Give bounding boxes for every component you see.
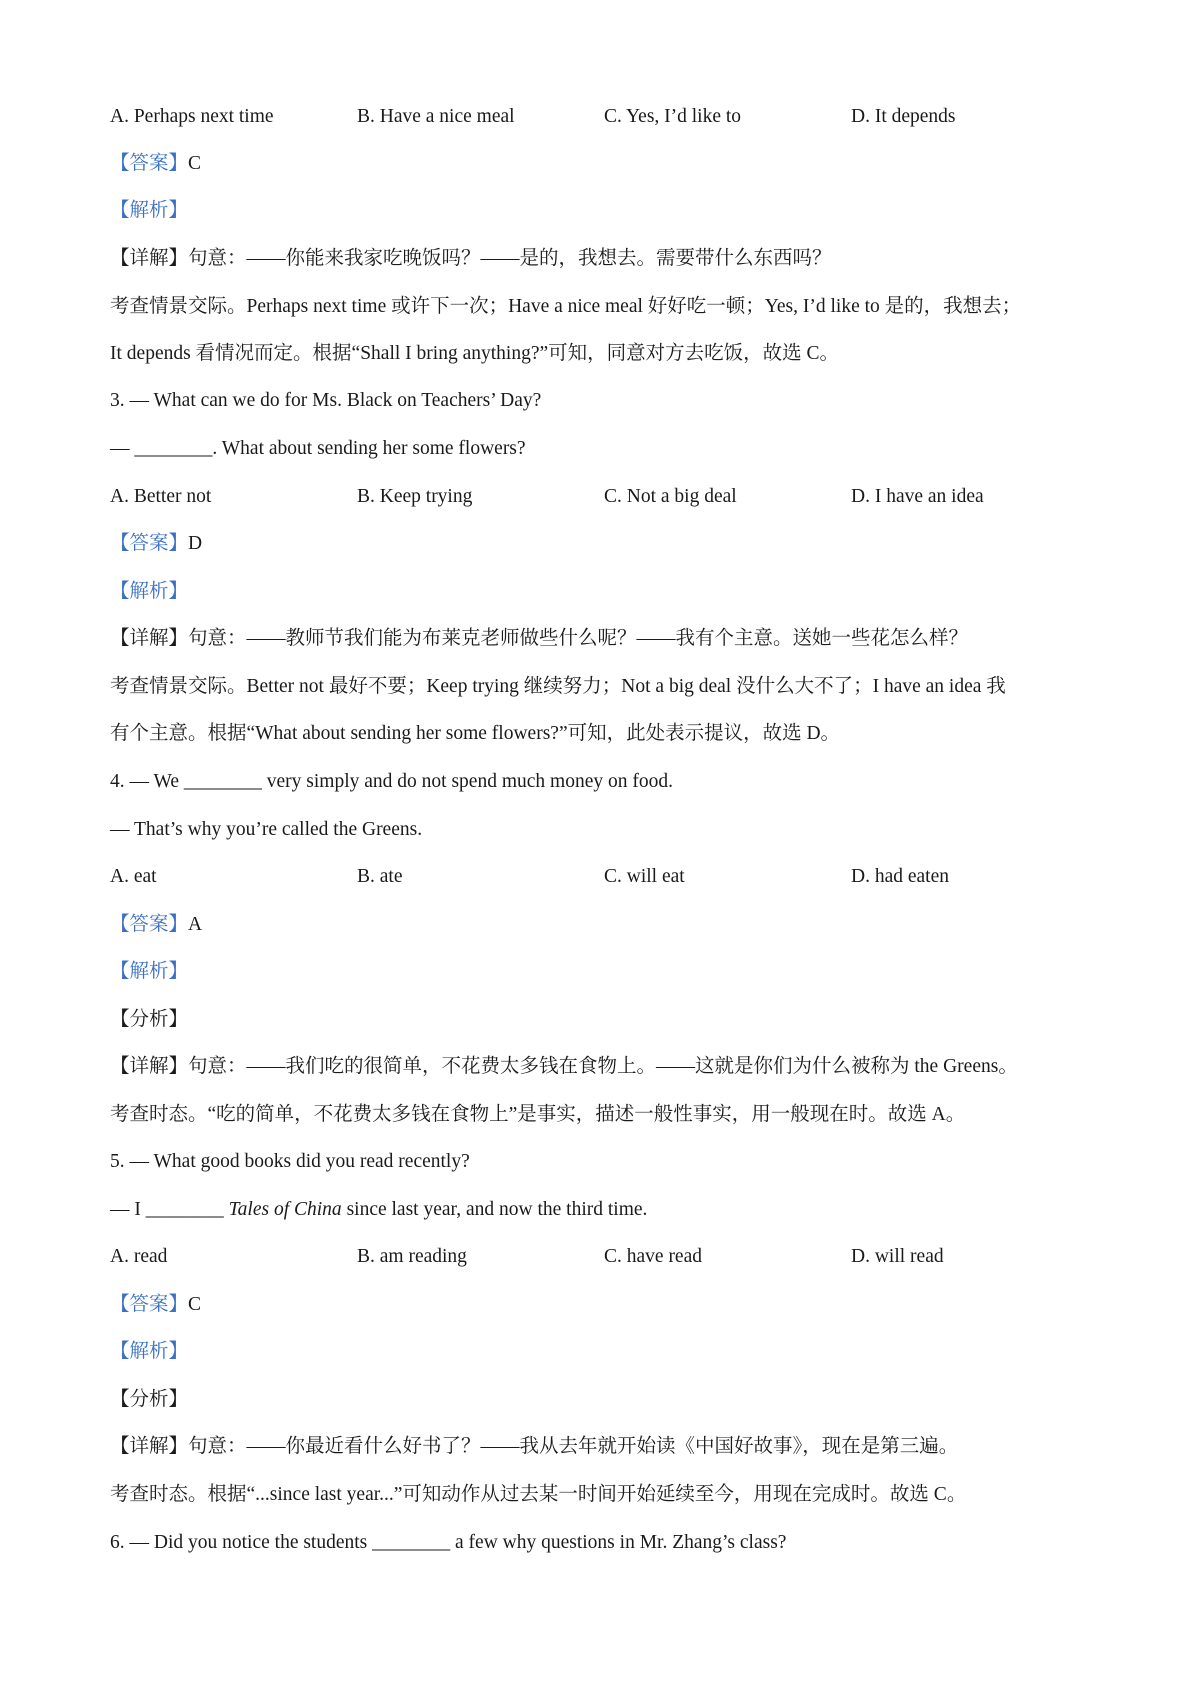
answer-value: A <box>188 914 203 935</box>
detail-text: 句意：——教师节我们能为布莱克老师做些什么呢？——我有个主意。送她一些花怎么样？ <box>188 628 969 649</box>
q2-option-d: D. It depends <box>851 106 956 127</box>
q2-option-a: A. Perhaps next time <box>110 106 274 127</box>
q4-answer <box>110 913 202 937</box>
q3-option-c: C. Not a big deal <box>604 486 737 507</box>
detail-tag: 【详解】 <box>110 248 189 269</box>
q5-detail-2: 考查时态。根据“...since last year...”可知动作从过去某一时间开始延续至今，用现在完成时。故选 C。 <box>110 1484 967 1505</box>
detail-text: 句意：——你最近看什么好书了？——我从去年就开始读《中国好故事》，现在是第三遍。 <box>188 1436 959 1457</box>
q4-detail-2: 考查时态。“吃的简单，不花费太多钱在食物上”是事实，描述一般性事实，用一般现在时。故选 A。 <box>110 1104 966 1125</box>
answer-value: C <box>188 1294 202 1315</box>
answer-tag: 【答案】 <box>110 914 189 935</box>
q3-option-d: D. I have an idea <box>851 486 984 507</box>
answer-value: D <box>188 533 203 554</box>
detail-tag: 【详解】 <box>110 1056 189 1077</box>
q4-option-b: B. ate <box>357 866 403 887</box>
q5-reply-post: since last year, and now the third time. <box>341 1199 648 1220</box>
q5-detail-1 <box>110 1435 958 1459</box>
detail-text: 句意：——你能来我家吃晚饭吗？——是的，我想去。需要带什么东西吗？ <box>188 248 832 269</box>
q5-option-b: B. am reading <box>357 1246 467 1267</box>
q2-analysis <box>110 199 188 223</box>
q3-detail-2: 考查情景交际。Better not 最好不要；Keep trying 继续努力；Not a big deal 没什么大不了；I have an idea 我 <box>110 676 1006 697</box>
q5-reply-pre: — I ________ <box>110 1199 229 1220</box>
q5-question: 5. — What good books did you read recently? <box>110 1151 470 1172</box>
q2-option-c: C. Yes, I’d like to <box>604 106 742 127</box>
q3-option-b: B. Keep trying <box>357 486 473 507</box>
analysis-tag: 【解析】 <box>110 581 189 602</box>
q2-answer <box>110 152 201 176</box>
q3-detail-1 <box>110 627 968 651</box>
q5-reply <box>110 1198 647 1222</box>
q5-answer <box>110 1293 201 1317</box>
q4-reply: — That’s why you’re called the Greens. <box>110 819 423 840</box>
answer-tag: 【答案】 <box>110 1294 189 1315</box>
q4-option-c: C. will eat <box>604 866 685 887</box>
answer-tag: 【答案】 <box>110 153 189 174</box>
q2-detail-3: It depends 看情况而定。根据“Shall I bring anything?”可知，同意对方去吃饭，故选 C。 <box>110 343 840 364</box>
q3-analysis <box>110 580 188 604</box>
analysis-tag: 【解析】 <box>110 1341 189 1362</box>
q6-question: 6. — Did you notice the students ________ a few why questions in Mr. Zhang’s class? <box>110 1532 787 1553</box>
fenxi-tag: 【分析】 <box>110 1389 189 1410</box>
analysis-tag: 【解析】 <box>110 961 189 982</box>
analysis-tag: 【解析】 <box>110 200 189 221</box>
q2-detail-1 <box>110 247 832 271</box>
q5-analysis <box>110 1340 188 1364</box>
detail-tag: 【详解】 <box>110 628 189 649</box>
q4-analysis <box>110 960 188 984</box>
q3-answer <box>110 532 202 556</box>
q5-fenxi <box>110 1388 188 1412</box>
fenxi-tag: 【分析】 <box>110 1009 189 1030</box>
detail-text: 句意：——我们吃的很简单，不花费太多钱在食物上。——这就是你们为什么被称为 the Greens。 <box>188 1056 1018 1077</box>
answer-value: C <box>188 153 202 174</box>
q3-detail-3: 有个主意。根据“What about sending her some flowers?”可知，此处表示提议，故选 D。 <box>110 723 841 744</box>
q5-option-d: D. will read <box>851 1246 944 1267</box>
q3-question: 3. — What can we do for Ms. Black on Teachers’ Day? <box>110 390 542 411</box>
q4-detail-1 <box>110 1055 1018 1079</box>
answer-tag: 【答案】 <box>110 533 189 554</box>
q5-option-c: C. have read <box>604 1246 702 1267</box>
q3-option-a: A. Better not <box>110 486 212 507</box>
q4-option-a: A. eat <box>110 866 157 887</box>
q5-option-a: A. read <box>110 1246 168 1267</box>
detail-tag: 【详解】 <box>110 1436 189 1457</box>
q4-option-d: D. had eaten <box>851 866 949 887</box>
q5-book-title: Tales of China <box>228 1199 342 1220</box>
q2-option-b: B. Have a nice meal <box>357 106 515 127</box>
q3-reply: — ________. What about sending her some flowers? <box>110 438 526 459</box>
q2-detail-2: 考查情景交际。Perhaps next time 或许下一次；Have a nice meal 好好吃一顿；Yes, I’d like to 是的，我想去； <box>110 296 1022 317</box>
q4-fenxi <box>110 1008 188 1032</box>
q4-question: 4. — We ________ very simply and do not spend much money on food. <box>110 771 673 792</box>
